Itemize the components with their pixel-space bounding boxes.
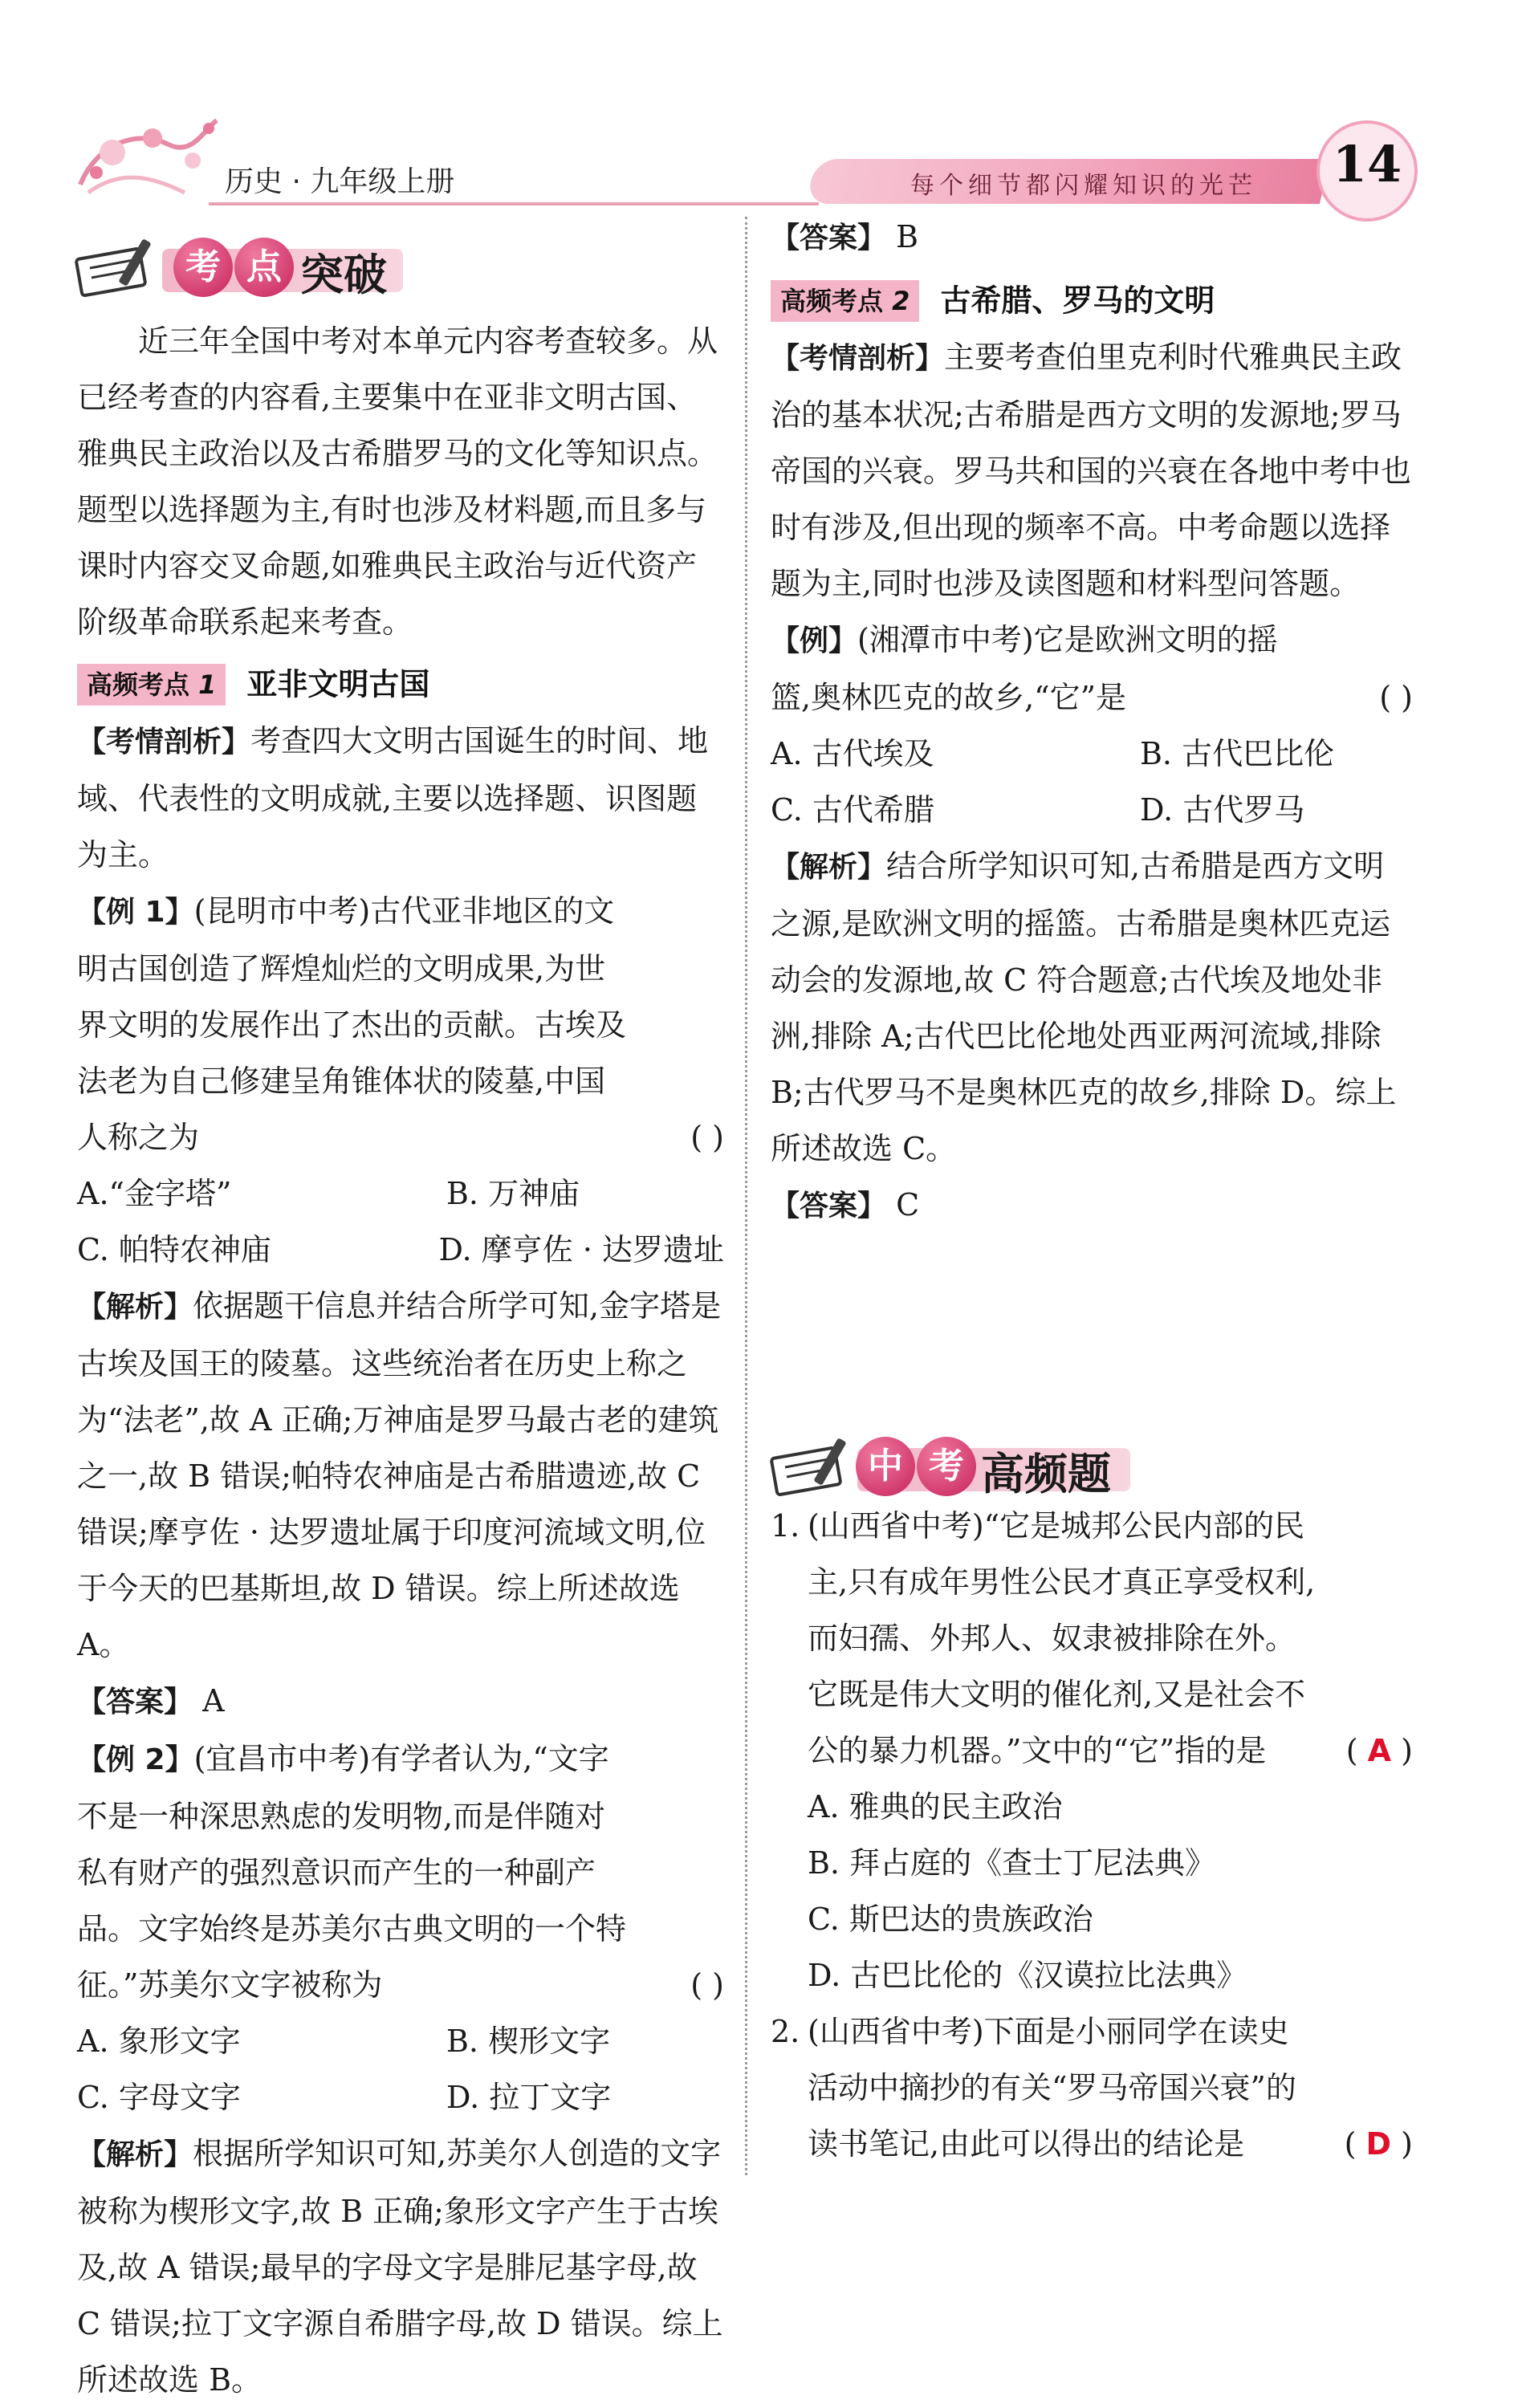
question-number: 1. xyxy=(771,1508,800,1544)
header-rule xyxy=(209,202,819,205)
option-b: B. 拜占庭的《查士丁尼法典》 xyxy=(808,1845,1216,1881)
section-intro: 近三年全国中考对本单元内容考查较多。从已经考查的内容看,主要集中在亚非文明古国、雅典民主政治以及古希腊罗马的文化等知识点。题型以选择题为主,有时也涉及材料题,而且多与课时内容交叉命题,如雅典民主政治与近代资产阶级革命联系起来考查。 xyxy=(77,323,718,640)
question-number: 2. xyxy=(771,2014,800,2049)
question-1-stem: (山西省中考)“它是城邦公民内部的民主,只有成年男性公民才真正享受权利,而妇孺、外邦人、奴隶被排除在外。它既是伟大文明的催化剂,又是社会不公的暴力机器。”文中的“它”指的是 xyxy=(808,1508,1316,1768)
analysis-tag: 【考情剖析】 xyxy=(771,341,945,375)
section-badge-a: 考 xyxy=(173,238,233,297)
key-point-2-heading xyxy=(771,270,1413,329)
example-2-options-row2 xyxy=(77,2069,724,2125)
example-1-explanation xyxy=(77,1278,724,1673)
question-2 xyxy=(771,2003,1413,2172)
analysis-text: 考查四大文明古国诞生的时间、地域、代表性的文明成就,主要以选择题、识图题为主。 xyxy=(77,722,709,872)
example-3-options-row1 xyxy=(771,726,1413,782)
answer-bracket: ( D ) xyxy=(1344,2126,1413,2162)
example-stem-text: (昆明市中考)古代亚非地区的文明古国创造了辉煌灿烂的文明成果,为世界文明的发展作出了杰出的贡献。古埃及法老为自己修建呈角锥体状的陵墓,中国人称之为 xyxy=(77,893,627,1155)
key-point-num: 2 xyxy=(892,285,910,316)
key-point-badge xyxy=(77,664,226,706)
explanation-text: 根据所学知识可知,苏美尔人创造的文字被称为楔形文字,故 B 正确;象形文字产生于古埃及,故 A 错误;最早的字母文字是腓尼基字母,故 C 错误;拉丁文字源自希腊字母,故 D 错误。综上所述故选 B。 xyxy=(77,2135,723,2398)
page-number: 14 xyxy=(1332,135,1402,193)
filled-answer: A xyxy=(1367,1733,1392,1768)
option-a: A. 象形文字 xyxy=(77,2023,241,2059)
example-tag: 【例 1】 xyxy=(77,895,194,929)
option-c: C. 字母文字 xyxy=(77,2079,241,2115)
notebook-pen-icon xyxy=(769,1432,865,1498)
option-b: B. 万神庙 xyxy=(446,1175,580,1211)
notebook-pen-icon xyxy=(74,233,170,299)
section-heading-kaodian xyxy=(74,226,411,299)
example-3-answer xyxy=(771,1177,1413,1235)
key-point-label: 高频考点 xyxy=(780,285,884,316)
example-stem-text: (宜昌市中考)有学者认为,“文字不是一种深思熟虑的发明物,而是伴随对私有财产的强烈意识而产生的一种副产品。文字始终是苏美尔古典文明的一个特征。”苏美尔文字被称为 xyxy=(77,1740,627,2003)
right-column-text xyxy=(771,209,1413,1235)
key-point-topic: 亚非文明古国 xyxy=(246,666,430,702)
key-point-badge xyxy=(771,280,919,322)
example-1 xyxy=(77,883,724,1165)
analysis-text: 主要考查伯里克利时代雅典民主政治的基本状况;古希腊是西方文明的发源地;罗马帝国的兴衰。罗马共和国的兴衰在各地中考中也时有涉及,但出现的频率不高。中考命题以选择题为主,同时也涉及读图题和材料型问答题。 xyxy=(771,339,1412,601)
kd1-analysis xyxy=(77,713,724,883)
column-divider xyxy=(745,217,747,2175)
section-badge-b: 点 xyxy=(234,238,294,297)
example-tag: 【例】 xyxy=(771,624,858,657)
option-d: D. 古代罗马 xyxy=(1140,791,1305,828)
example-2-stem xyxy=(77,1731,724,2013)
example-1-options-row1 xyxy=(77,1165,724,1222)
explanation-text: 结合所学知识可知,古希腊是西方文明之源,是欧洲文明的摇篮。古希腊是奥林匹克运动会的发源地,故 C 符合题意;古代埃及地处非洲,排除 A;古代巴比伦地处西亚两河流域,排除 B;古代罗马不是奥林匹克的故乡,排除 D。综上所述故选 C。 xyxy=(771,848,1397,1166)
answer-bracket: ( ) xyxy=(690,1119,724,1155)
filled-answer: D xyxy=(1365,2126,1392,2162)
example-2-answer xyxy=(771,209,1413,266)
question-1 xyxy=(771,1498,1413,1779)
option-a: A.“金字塔” xyxy=(77,1175,232,1211)
example-1-stem xyxy=(77,883,724,1165)
key-point-num: 1 xyxy=(198,669,217,700)
answer-tag: 【答案】 xyxy=(771,222,887,254)
answer-tag: 【答案】 xyxy=(771,1189,887,1222)
answer-bracket: ( A ) xyxy=(1345,1733,1413,1768)
answer-value: B xyxy=(896,219,919,254)
analysis-tag: 【考情剖析】 xyxy=(77,725,251,759)
question-2-stem: (山西省中考)下面是小丽同学在读史活动中摘抄的有关“罗马帝国兴衰”的读书笔记,由此可以得出的结论是 xyxy=(808,2014,1296,2162)
example-2 xyxy=(77,1731,724,2013)
section-badge-a: 中 xyxy=(856,1437,915,1496)
answer-value: C xyxy=(896,1186,920,1222)
explanation-tag: 【解析】 xyxy=(77,2138,193,2171)
high-frequency-questions xyxy=(771,1498,1413,2172)
option-d: D. 摩亨佐 · 达罗遗址 xyxy=(438,1231,724,1267)
option-c: C. 斯巴达的贵族政治 xyxy=(808,1902,1093,1937)
option-a: A. 雅典的民主政治 xyxy=(808,1789,1063,1824)
section-title: 突破 xyxy=(300,250,387,300)
section-title: 高频题 xyxy=(981,1449,1111,1499)
left-column-text xyxy=(77,313,724,2408)
example-3 xyxy=(771,612,1413,726)
section-badge-b: 考 xyxy=(917,1437,976,1496)
header-slogan: 每个细节都闪耀知识的光芒 xyxy=(910,172,1257,200)
example-1-options-row2 xyxy=(77,1222,724,1278)
key-point-label: 高频考点 xyxy=(87,669,190,700)
example-3-options-row2 xyxy=(771,782,1413,838)
answer-tag: 【答案】 xyxy=(77,1685,193,1719)
option-b: B. 古代巴比伦 xyxy=(1140,735,1335,771)
option-b: B. 楔形文字 xyxy=(446,2023,611,2059)
option-a: A. 古代埃及 xyxy=(771,735,934,771)
explanation-tag: 【解析】 xyxy=(771,850,887,884)
key-point-topic: 古希腊、罗马的文明 xyxy=(940,283,1215,319)
floral-ornament-icon xyxy=(64,96,225,217)
option-c: C. 古代希腊 xyxy=(771,791,934,828)
example-3-explanation xyxy=(771,838,1413,1177)
answer-value: A xyxy=(202,1682,225,1719)
explanation-text: 依据题干信息并结合所学可知,金字塔是古埃及国王的陵墓。这些统治者在历史上称之为“法老”,故 A 正确;万神庙是罗马最古老的建筑之一,故 B 错误;帕特农神庙是古希腊遗迹,故 C 错误;摩亨佐 · 达罗遗址属于印度河流域文明,位于今天的巴基斯坦,故 D 错误。综上所述故选 A。 xyxy=(77,1287,722,1662)
option-d: D. 古巴比伦的《汉谟拉比法典》 xyxy=(808,1958,1247,1993)
question-1-options xyxy=(771,1779,1413,2003)
section-heading-zhongkao xyxy=(769,1426,1138,1498)
example-stem-text: (湘潭市中考)它是欧洲文明的摇篮,奥林匹克的故乡,“它”是 xyxy=(771,621,1278,715)
example-3-stem xyxy=(771,612,1413,726)
header-subject: 历史 · 九年级上册 xyxy=(225,165,455,198)
example-tag: 【例 2】 xyxy=(77,1743,194,1776)
example-2-explanation xyxy=(77,2125,724,2408)
key-point-1-heading xyxy=(77,653,724,713)
answer-bracket: ( ) xyxy=(1379,679,1413,715)
example-2-options-row1 xyxy=(77,2013,724,2069)
answer-bracket: ( ) xyxy=(690,1967,724,2003)
explanation-tag: 【解析】 xyxy=(77,1290,193,1324)
option-d: D. 拉丁文字 xyxy=(446,2079,612,2115)
example-1-answer xyxy=(77,1673,724,1731)
option-c: C. 帕特农神庙 xyxy=(77,1231,271,1267)
kd2-analysis xyxy=(771,329,1413,612)
